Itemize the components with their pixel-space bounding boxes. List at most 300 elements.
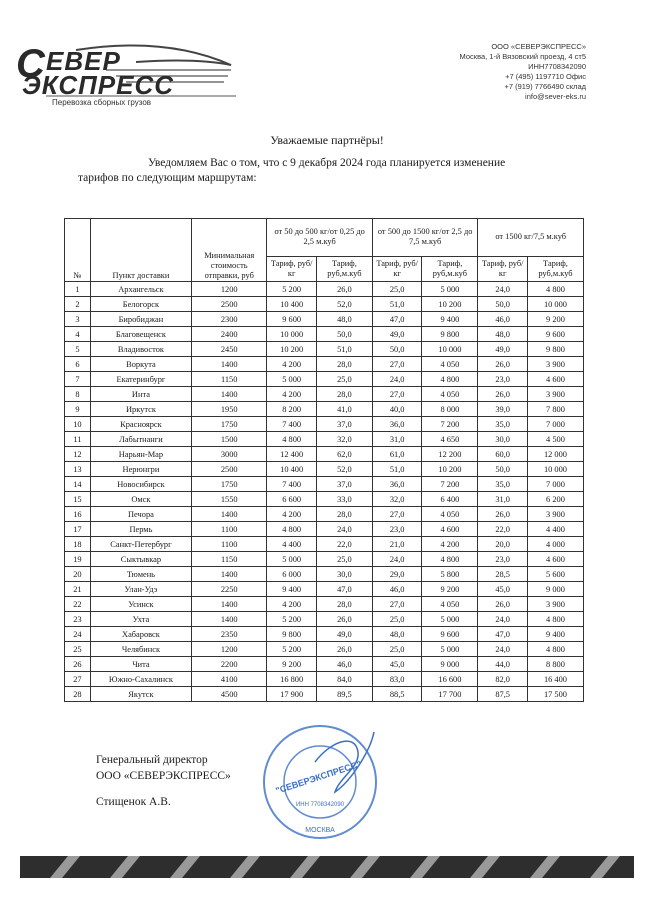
tariff-m3-3: 9 600 (527, 327, 583, 342)
tariff-kg-3: 87,5 (478, 687, 528, 702)
city-name: Белогорск (90, 297, 191, 312)
tariff-m3-1: 52,0 (316, 297, 372, 312)
tariff-m3-1: 25,0 (316, 372, 372, 387)
tariff-kg-3: 49,0 (478, 342, 528, 357)
header-kg: Тариф, руб/кг (267, 256, 317, 281)
min-cost: 2350 (192, 627, 267, 642)
tariff-kg-3: 28,5 (478, 567, 528, 582)
tariff-m3-3: 6 200 (527, 492, 583, 507)
row-num: 1 (65, 282, 91, 297)
min-cost: 4100 (192, 672, 267, 687)
tariff-m3-2: 17 700 (422, 687, 478, 702)
min-cost: 2200 (192, 657, 267, 672)
table-row (65, 282, 584, 297)
table-row (65, 597, 584, 612)
tariff-m3-2: 5 000 (422, 642, 478, 657)
tariff-m3-3: 10 000 (527, 462, 583, 477)
table-row (65, 507, 584, 522)
table-row (65, 657, 584, 672)
tariff-kg-1: 9 800 (267, 627, 317, 642)
tariff-m3-2: 4 050 (422, 387, 478, 402)
min-cost: 1750 (192, 477, 267, 492)
tariff-m3-3: 9 400 (527, 627, 583, 642)
row-num: 18 (65, 537, 91, 552)
company-phone-office: +7 (495) 1197710 Офис (505, 72, 586, 81)
table-row (65, 552, 584, 567)
row-num: 4 (65, 327, 91, 342)
row-num: 7 (65, 372, 91, 387)
tariff-m3-3: 7 800 (527, 402, 583, 417)
tariff-kg-1: 16 800 (267, 672, 317, 687)
table-row (65, 582, 584, 597)
tariff-kg-1: 12 400 (267, 447, 317, 462)
tariff-m3-1: 47,0 (316, 582, 372, 597)
row-num: 24 (65, 627, 91, 642)
city-name: Лабытнанги (90, 432, 191, 447)
tariff-kg-1: 9 200 (267, 657, 317, 672)
tariff-m3-1: 37,0 (316, 477, 372, 492)
tariff-kg-1: 10 200 (267, 342, 317, 357)
tariff-m3-3: 4 800 (527, 612, 583, 627)
row-num: 15 (65, 492, 91, 507)
min-cost: 2300 (192, 312, 267, 327)
row-num: 28 (65, 687, 91, 702)
header-kg: Тариф, руб/кг (372, 256, 422, 281)
tariff-kg-2: 31,0 (372, 432, 422, 447)
tariff-m3-1: 24,0 (316, 522, 372, 537)
header-m3: Тариф, руб,м.куб (527, 256, 583, 281)
city-name: Чита (90, 657, 191, 672)
tariff-kg-2: 61,0 (372, 447, 422, 462)
min-cost: 1100 (192, 522, 267, 537)
city-name: Нарьян-Мар (90, 447, 191, 462)
tariff-kg-2: 27,0 (372, 357, 422, 372)
row-num: 26 (65, 657, 91, 672)
min-cost: 2250 (192, 582, 267, 597)
tariff-m3-2: 10 000 (422, 342, 478, 357)
tariff-m3-2: 12 200 (422, 447, 478, 462)
tariff-m3-2: 4 600 (422, 522, 478, 537)
row-num: 19 (65, 552, 91, 567)
tariff-kg-3: 60,0 (478, 447, 528, 462)
logo-initial: С (16, 42, 46, 86)
tariff-m3-2: 4 800 (422, 372, 478, 387)
tariff-kg-2: 40,0 (372, 402, 422, 417)
tariff-kg-1: 10 400 (267, 297, 317, 312)
min-cost: 1400 (192, 507, 267, 522)
tariff-m3-3: 4 400 (527, 522, 583, 537)
min-cost: 1950 (192, 402, 267, 417)
stamp-center-text: "СЕВЕРЭКСПРЕСС" (274, 758, 363, 796)
min-cost: 2500 (192, 297, 267, 312)
logo-word-1: ЕВЕР (46, 46, 121, 76)
tariff-m3-3: 9 000 (527, 582, 583, 597)
city-name: Хабаровск (90, 627, 191, 642)
table-row (65, 492, 584, 507)
row-num: 5 (65, 342, 91, 357)
tariff-m3-1: 84,0 (316, 672, 372, 687)
tariff-m3-2: 5 800 (422, 567, 478, 582)
tariff-m3-2: 16 600 (422, 672, 478, 687)
tariff-kg-3: 30,0 (478, 432, 528, 447)
row-num: 27 (65, 672, 91, 687)
tariff-kg-1: 5 200 (267, 282, 317, 297)
footer-stripe-band (20, 856, 634, 878)
tariff-m3-1: 26,0 (316, 642, 372, 657)
table-row (65, 462, 584, 477)
row-num: 11 (65, 432, 91, 447)
tariff-kg-3: 24,0 (478, 642, 528, 657)
tariff-m3-1: 28,0 (316, 387, 372, 402)
tariff-kg-1: 9 400 (267, 582, 317, 597)
row-num: 22 (65, 597, 91, 612)
tariff-m3-1: 22,0 (316, 537, 372, 552)
tariff-m3-3: 9 200 (527, 312, 583, 327)
tariff-m3-1: 50,0 (316, 327, 372, 342)
city-name: Печора (90, 507, 191, 522)
city-name: Ухта (90, 612, 191, 627)
tariff-kg-3: 26,0 (478, 597, 528, 612)
tariff-kg-1: 4 800 (267, 522, 317, 537)
city-name: Тюмень (90, 567, 191, 582)
stamp-inn: ИНН 7708342090 (295, 802, 345, 808)
stamp-city: МОСКВА (305, 827, 335, 834)
intro-text (78, 156, 578, 186)
tariff-kg-2: 27,0 (372, 507, 422, 522)
tariff-m3-2: 4 800 (422, 552, 478, 567)
tariff-kg-1: 9 600 (267, 312, 317, 327)
tariff-kg-3: 24,0 (478, 282, 528, 297)
company-details (460, 42, 586, 102)
tariff-m3-2: 9 400 (422, 312, 478, 327)
signer-title-1: Генеральный директор (96, 754, 208, 766)
min-cost: 1200 (192, 282, 267, 297)
row-num: 16 (65, 507, 91, 522)
row-num: 9 (65, 402, 91, 417)
header-group-2: от 500 до 1500 кг/от 2,5 до 7,5 м.куб (372, 219, 478, 257)
tariff-m3-1: 26,0 (316, 612, 372, 627)
tariff-m3-2: 5 000 (422, 282, 478, 297)
row-num: 25 (65, 642, 91, 657)
tariff-kg-1: 8 200 (267, 402, 317, 417)
row-num: 14 (65, 477, 91, 492)
min-cost: 1150 (192, 372, 267, 387)
tariff-kg-1: 4 200 (267, 507, 317, 522)
tariff-m3-3: 3 900 (527, 507, 583, 522)
tariff-kg-3: 20,0 (478, 537, 528, 552)
min-cost: 1400 (192, 597, 267, 612)
tariff-kg-1: 4 800 (267, 432, 317, 447)
tariff-m3-3: 4 600 (527, 552, 583, 567)
city-name: Челябинск (90, 642, 191, 657)
tariff-m3-1: 28,0 (316, 597, 372, 612)
row-num: 8 (65, 387, 91, 402)
table-row (65, 297, 584, 312)
min-cost: 1100 (192, 537, 267, 552)
min-cost: 1200 (192, 642, 267, 657)
row-num: 6 (65, 357, 91, 372)
tariff-kg-1: 10 000 (267, 327, 317, 342)
tariff-kg-2: 27,0 (372, 387, 422, 402)
header-group-1: от 50 до 500 кг/от 0,25 до 2,5 м.куб (267, 219, 373, 257)
tariff-m3-1: 62,0 (316, 447, 372, 462)
tariff-m3-3: 8 800 (527, 657, 583, 672)
table-row (65, 387, 584, 402)
tariff-kg-2: 48,0 (372, 627, 422, 642)
min-cost: 2400 (192, 327, 267, 342)
row-num: 2 (65, 297, 91, 312)
tariff-m3-3: 17 500 (527, 687, 583, 702)
tariff-m3-3: 12 000 (527, 447, 583, 462)
city-name: Архангельск (90, 282, 191, 297)
company-inn: ИНН7708342090 (528, 62, 586, 71)
tariff-m3-2: 10 200 (422, 297, 478, 312)
tariff-m3-3: 9 800 (527, 342, 583, 357)
tariff-kg-2: 29,0 (372, 567, 422, 582)
table-row (65, 402, 584, 417)
city-name: Южно-Сахалинск (90, 672, 191, 687)
tariff-m3-3: 4 000 (527, 537, 583, 552)
table-row (65, 567, 584, 582)
min-cost: 1400 (192, 567, 267, 582)
tariff-kg-3: 50,0 (478, 297, 528, 312)
tariff-m3-2: 4 650 (422, 432, 478, 447)
table-row (65, 642, 584, 657)
tariff-kg-1: 7 400 (267, 417, 317, 432)
company-email: info@sever-eks.ru (525, 92, 586, 101)
company-stamp (260, 722, 380, 842)
tariff-kg-2: 46,0 (372, 582, 422, 597)
tariff-m3-1: 26,0 (316, 282, 372, 297)
tariff-kg-3: 26,0 (478, 507, 528, 522)
header-m3: Тариф, руб,м.куб (422, 256, 478, 281)
tariff-kg-1: 5 000 (267, 552, 317, 567)
tariff-kg-2: 21,0 (372, 537, 422, 552)
city-name: Якутск (90, 687, 191, 702)
tariff-kg-3: 24,0 (478, 612, 528, 627)
table-row (65, 522, 584, 537)
tariff-kg-1: 5 000 (267, 372, 317, 387)
tariff-kg-2: 36,0 (372, 477, 422, 492)
tariff-m3-3: 16 400 (527, 672, 583, 687)
tariff-m3-3: 4 800 (527, 642, 583, 657)
company-phone-warehouse: +7 (919) 7766490 склад (504, 82, 586, 91)
row-num: 3 (65, 312, 91, 327)
tariff-kg-2: 27,0 (372, 597, 422, 612)
table-row (65, 672, 584, 687)
tariff-kg-2: 47,0 (372, 312, 422, 327)
table-row (65, 372, 584, 387)
tariff-kg-3: 46,0 (478, 312, 528, 327)
signature-scribble (315, 732, 374, 792)
tariff-m3-2: 4 050 (422, 357, 478, 372)
row-num: 10 (65, 417, 91, 432)
tariff-m3-3: 10 000 (527, 297, 583, 312)
min-cost: 3000 (192, 447, 267, 462)
tariff-kg-3: 48,0 (478, 327, 528, 342)
tariff-kg-1: 7 400 (267, 477, 317, 492)
tariff-kg-3: 26,0 (478, 357, 528, 372)
header-min-cost: Минимальная стоимость отправки, руб (192, 219, 267, 282)
table-row (65, 342, 584, 357)
tariff-kg-2: 83,0 (372, 672, 422, 687)
header-group-3: от 1500 кг/7,5 м.куб (478, 219, 584, 257)
tariff-m3-2: 6 400 (422, 492, 478, 507)
header-city: Пункт доставки (90, 219, 191, 282)
city-name: Санкт-Петербург (90, 537, 191, 552)
tariff-m3-1: 30,0 (316, 567, 372, 582)
row-num: 21 (65, 582, 91, 597)
table-row (65, 687, 584, 702)
city-name: Сыктывкар (90, 552, 191, 567)
min-cost: 1550 (192, 492, 267, 507)
city-name: Усинск (90, 597, 191, 612)
header-m3: Тариф, руб,м.куб (316, 256, 372, 281)
tariff-m3-2: 7 200 (422, 477, 478, 492)
tariff-kg-2: 51,0 (372, 462, 422, 477)
tariff-kg-3: 23,0 (478, 552, 528, 567)
tariff-kg-2: 45,0 (372, 657, 422, 672)
city-name: Инта (90, 387, 191, 402)
tariff-kg-1: 6 600 (267, 492, 317, 507)
min-cost: 1750 (192, 417, 267, 432)
row-num: 20 (65, 567, 91, 582)
tariff-m3-2: 4 050 (422, 507, 478, 522)
tariff-kg-3: 26,0 (478, 387, 528, 402)
tariff-kg-1: 5 200 (267, 612, 317, 627)
tariff-kg-1: 17 900 (267, 687, 317, 702)
tariff-kg-2: 25,0 (372, 612, 422, 627)
table-row (65, 537, 584, 552)
tariff-m3-3: 7 000 (527, 477, 583, 492)
tariff-m3-1: 48,0 (316, 312, 372, 327)
tariff-m3-2: 8 000 (422, 402, 478, 417)
tariff-kg-3: 50,0 (478, 462, 528, 477)
tariff-kg-3: 47,0 (478, 627, 528, 642)
city-name: Красноярск (90, 417, 191, 432)
tariff-kg-2: 36,0 (372, 417, 422, 432)
table-row (65, 417, 584, 432)
logo-tagline: Перевозка сборных грузов (52, 98, 152, 107)
tariff-m3-1: 46,0 (316, 657, 372, 672)
tariff-kg-3: 22,0 (478, 522, 528, 537)
greeting: Уважаемые партнёры! (270, 133, 384, 147)
tariff-kg-3: 31,0 (478, 492, 528, 507)
tariff-rows (65, 282, 584, 702)
tariff-kg-1: 6 000 (267, 567, 317, 582)
tariff-m3-1: 32,0 (316, 432, 372, 447)
company-address: Москва, 1-й Вязовский проезд, 4 ст5 (459, 52, 586, 61)
tariff-m3-1: 28,0 (316, 507, 372, 522)
tariff-m3-2: 9 200 (422, 582, 478, 597)
tariff-m3-1: 37,0 (316, 417, 372, 432)
tariff-kg-1: 4 200 (267, 597, 317, 612)
tariff-m3-1: 52,0 (316, 462, 372, 477)
tariff-m3-3: 3 900 (527, 387, 583, 402)
signer-title-2: ООО «СЕВЕРЭКСПРЕСС» (96, 770, 231, 782)
city-name: Биробиджан (90, 312, 191, 327)
tariff-kg-3: 45,0 (478, 582, 528, 597)
tariff-m3-1: 89,5 (316, 687, 372, 702)
tariff-m3-3: 7 000 (527, 417, 583, 432)
tariff-m3-1: 49,0 (316, 627, 372, 642)
tariff-m3-2: 9 800 (422, 327, 478, 342)
city-name: Омск (90, 492, 191, 507)
logo-word-2: ЭКСПРЕСС (22, 70, 175, 100)
tariff-m3-3: 3 900 (527, 357, 583, 372)
city-name: Иркутск (90, 402, 191, 417)
header-kg: Тариф, руб/кг (478, 256, 528, 281)
tariff-kg-2: 88,5 (372, 687, 422, 702)
city-name: Улан-Удэ (90, 582, 191, 597)
tariff-m3-2: 10 200 (422, 462, 478, 477)
table-row (65, 612, 584, 627)
tariff-m3-2: 9 600 (422, 627, 478, 642)
table-row (65, 327, 584, 342)
tariff-kg-2: 24,0 (372, 552, 422, 567)
tariff-kg-1: 5 200 (267, 642, 317, 657)
tariff-m3-2: 7 200 (422, 417, 478, 432)
city-name: Пермь (90, 522, 191, 537)
tariff-m3-3: 4 800 (527, 282, 583, 297)
tariff-kg-3: 23,0 (478, 372, 528, 387)
tariff-m3-3: 4 600 (527, 372, 583, 387)
city-name: Екатеринбург (90, 372, 191, 387)
tariff-m3-1: 28,0 (316, 357, 372, 372)
tariff-kg-1: 4 200 (267, 387, 317, 402)
tariff-m3-1: 51,0 (316, 342, 372, 357)
tariff-kg-2: 50,0 (372, 342, 422, 357)
city-name: Благовещенск (90, 327, 191, 342)
min-cost: 2450 (192, 342, 267, 357)
min-cost: 1400 (192, 612, 267, 627)
table-row (65, 447, 584, 462)
tariff-kg-1: 4 200 (267, 357, 317, 372)
tariff-kg-2: 49,0 (372, 327, 422, 342)
tariff-kg-3: 82,0 (478, 672, 528, 687)
table-row (65, 477, 584, 492)
intro-line-2: тарифов по следующим маршрутам: (78, 172, 257, 184)
tariff-m3-2: 9 000 (422, 657, 478, 672)
tariff-kg-2: 24,0 (372, 372, 422, 387)
tariff-kg-2: 25,0 (372, 642, 422, 657)
tariff-m3-2: 5 000 (422, 612, 478, 627)
row-num: 23 (65, 612, 91, 627)
tariff-table (64, 218, 584, 702)
tariff-kg-3: 44,0 (478, 657, 528, 672)
table-row (65, 312, 584, 327)
row-num: 12 (65, 447, 91, 462)
header-num: № (65, 219, 91, 282)
min-cost: 4500 (192, 687, 267, 702)
min-cost: 1400 (192, 357, 267, 372)
min-cost: 1150 (192, 552, 267, 567)
tariff-m3-3: 4 500 (527, 432, 583, 447)
city-name: Нерюнгри (90, 462, 191, 477)
company-name: ООО «СЕВЕРЭКСПРЕСС» (491, 42, 586, 51)
tariff-kg-3: 39,0 (478, 402, 528, 417)
tariff-kg-2: 23,0 (372, 522, 422, 537)
table-row (65, 432, 584, 447)
city-name: Владивосток (90, 342, 191, 357)
tariff-kg-2: 25,0 (372, 282, 422, 297)
tariff-m3-1: 25,0 (316, 552, 372, 567)
tariff-kg-3: 35,0 (478, 417, 528, 432)
city-name: Новосибирск (90, 477, 191, 492)
tariff-m3-3: 5 600 (527, 567, 583, 582)
intro-line-1: Уведомляем Вас о том, что с 9 декабря 2024 года планируется изменение (148, 157, 506, 169)
min-cost: 1500 (192, 432, 267, 447)
